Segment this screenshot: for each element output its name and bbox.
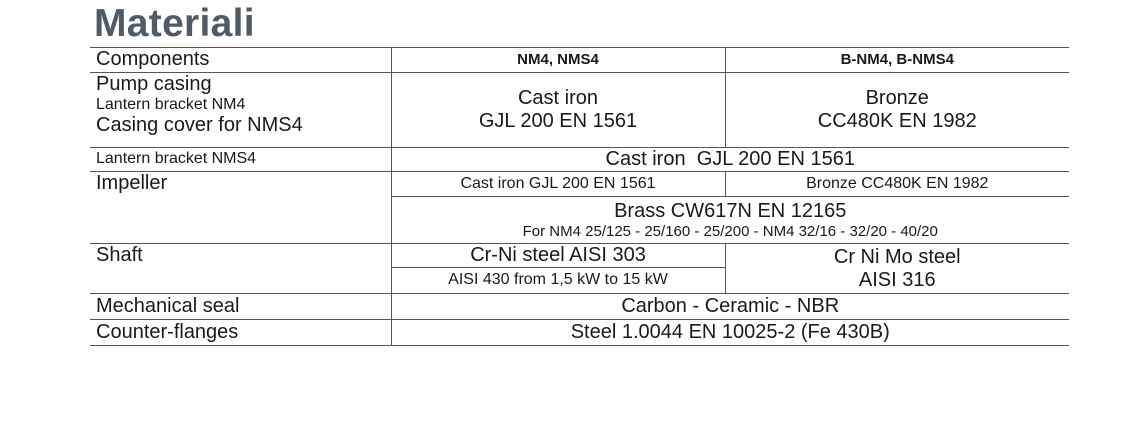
cell-shaft-cr-ni-mo-line2: AISI 316 [858, 268, 936, 291]
header-nm4-nms4: NM4, NMS4 [391, 48, 725, 73]
label-shaft: Shaft [90, 244, 391, 294]
header-b-nm4-b-nms4: B-NM4, B-NMS4 [725, 48, 1069, 73]
header-components: Components [90, 48, 391, 73]
label-pump-casing [90, 73, 391, 148]
label-impeller: Impeller [90, 172, 391, 244]
cell-cast-iron [391, 73, 725, 148]
label-counter-flanges: Counter-flanges [90, 320, 391, 346]
table-row-pump-casing [90, 73, 1069, 148]
table-row-counter-flanges [90, 320, 1069, 346]
label-mechanical-seal: Mechanical seal [90, 294, 391, 320]
cell-impeller-bronze: Bronze CC480K EN 1982 [725, 172, 1069, 197]
cell-counter-flanges-value: Steel 1.0044 EN 10025-2 (Fe 430B) [391, 320, 1069, 346]
cell-bronze-line1: Bronze [865, 87, 929, 109]
label-pump-casing-line1: Pump casing [96, 73, 212, 95]
label-lantern-bracket-nms4: Lantern bracket NMS4 [90, 148, 391, 172]
materials-table [90, 47, 1069, 346]
cell-cast-iron-line2: GJL 200 EN 1561 [478, 110, 638, 132]
label-casing-cover-nms4: Casing cover for NMS4 [96, 114, 303, 137]
table-row-mechanical-seal [90, 294, 1069, 320]
cell-bronze [725, 73, 1069, 148]
label-lantern-bracket-nm4: Lantern bracket NM4 [96, 96, 246, 113]
table-row-lantern-nms4 [90, 148, 1069, 172]
cell-bronze-line2: CC480K EN 1982 [817, 110, 977, 132]
cell-brass-line2: For NM4 25/125 - 25/160 - 25/200 - NM4 32/16 - 32/20 - 40/20 [522, 222, 938, 240]
cell-mechanical-seal-value: Carbon - Ceramic - NBR [391, 294, 1069, 320]
table-row-impeller [90, 172, 1069, 197]
cell-shaft-aisi430: AISI 430 from 1,5 kW to 15 kW [391, 268, 725, 294]
cell-shaft-cr-ni: Cr-Ni steel AISI 303 [391, 244, 725, 268]
cell-shaft-cr-ni-mo-line1: Cr Ni Mo steel [833, 245, 961, 268]
cell-lantern-nms4-value: Cast iron GJL 200 EN 1561 [391, 148, 1069, 172]
table-row-shaft [90, 244, 1069, 268]
cell-brass-line1: Brass CW617N EN 12165 [614, 199, 847, 222]
cell-cast-iron-line1: Cast iron [517, 87, 599, 109]
cell-impeller-brass [391, 197, 1069, 244]
cell-impeller-cast-iron: Cast iron GJL 200 EN 1561 [391, 172, 725, 197]
page-title: Materiali [94, 2, 255, 45]
cell-shaft-cr-ni-mo [725, 244, 1069, 294]
table-header-row [90, 48, 1069, 73]
